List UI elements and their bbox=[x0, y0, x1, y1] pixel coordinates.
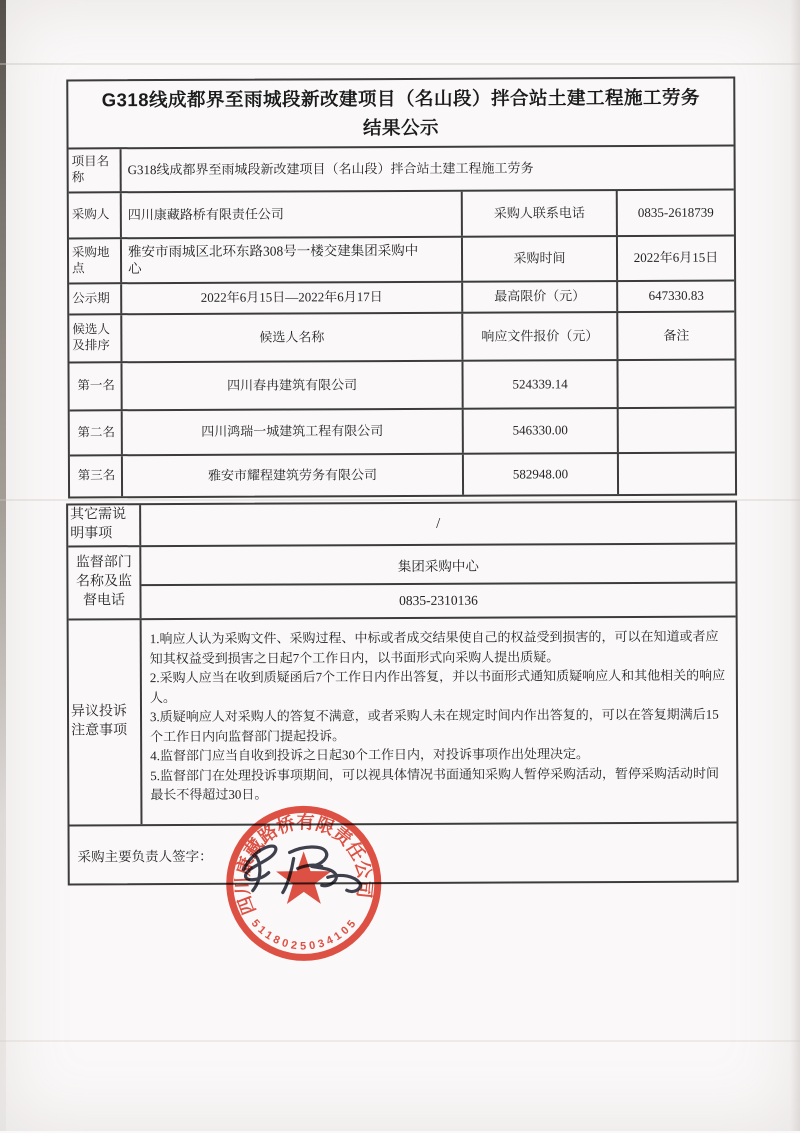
candidate-1-name: 四川春冉建筑有限公司 bbox=[120, 362, 461, 409]
table-row-purchaser bbox=[69, 189, 734, 238]
table-row-candidate-1 bbox=[69, 359, 734, 410]
max-price-label: 最高限价（元） bbox=[461, 282, 616, 312]
purchase-time-value: 2022年6月15日 bbox=[616, 237, 734, 281]
supervision-dept-value: 集团采购中心 bbox=[141, 545, 735, 587]
other-notes-label: 其它需说明事项 bbox=[70, 507, 127, 542]
objection-text bbox=[140, 618, 737, 825]
candidate-3-name: 雅安市耀程建筑劳务有限公司 bbox=[121, 455, 462, 496]
publicity-period-value: 2022年6月15日—2022年6月17日 bbox=[120, 283, 461, 313]
announcement-table bbox=[66, 77, 737, 499]
project-name-label: 项目名称 bbox=[71, 154, 110, 185]
table-row-title bbox=[68, 79, 733, 148]
purchaser-phone-label: 采购人联系电话 bbox=[461, 191, 616, 236]
other-notes-value: / bbox=[139, 503, 735, 546]
table-row-objection bbox=[69, 616, 737, 825]
table-row-candidate-2 bbox=[70, 407, 735, 455]
candidate-1-price: 524339.14 bbox=[461, 361, 616, 408]
seal-company-text: 四川康藏路桥有限责任公司 bbox=[232, 812, 376, 918]
supervision-values bbox=[139, 545, 735, 619]
candidate-name-header: 候选人名称 bbox=[120, 314, 461, 361]
candidate-2-rank: 第二名 bbox=[77, 424, 116, 440]
purchase-time-label: 采购时间 bbox=[461, 237, 616, 281]
table-row-project-name bbox=[69, 145, 734, 192]
document-title-line1: G318线成都界至雨城段新改建项目（名山段）拌合站土建工程施工劳务 bbox=[101, 86, 701, 111]
table-row-publicity-period bbox=[69, 280, 734, 314]
purchaser-phone-value: 0835-2618739 bbox=[616, 191, 734, 236]
notes-table bbox=[66, 501, 739, 886]
signature-label: 采购主要负责人签字： bbox=[77, 848, 213, 864]
table-row-signature bbox=[69, 822, 736, 884]
candidate-3-rank: 第三名 bbox=[77, 468, 116, 483]
candidate-rank-header: 候选人及排序 bbox=[72, 322, 110, 353]
objection-item-1: 1.响应人认为采购文件、采购过程、中标或者成交结果使自己的权益受到损害的，可以在知道或者应知其权益受到损害之日起7个工作日内，以书面形式向采购人提出质疑。 bbox=[149, 628, 719, 666]
candidate-2-remark bbox=[617, 409, 735, 453]
candidate-remark-header: 备注 bbox=[616, 313, 734, 360]
max-price-value: 647330.83 bbox=[616, 282, 734, 312]
table-row-other-notes bbox=[68, 503, 735, 546]
supervision-phone-value: 0835-2310136 bbox=[399, 592, 478, 609]
candidate-2-price: 546330.00 bbox=[462, 409, 617, 453]
candidate-3-price: 582948.00 bbox=[462, 454, 617, 495]
seal-serial-text: 5118025034105 bbox=[248, 915, 361, 953]
table-row-candidate-3 bbox=[70, 452, 735, 497]
table-row-candidate-header bbox=[69, 311, 734, 362]
candidate-1-remark bbox=[616, 361, 734, 408]
document-title-cell bbox=[68, 79, 733, 148]
location-label: 采购地点 bbox=[71, 245, 110, 275]
candidate-3-remark bbox=[617, 454, 735, 495]
candidate-price-header: 响应文件报价（元） bbox=[461, 313, 616, 360]
signature-scribble bbox=[237, 833, 377, 904]
table-row-supervision bbox=[68, 543, 735, 619]
location-value: 雅安市雨城区北环东路308号一楼交建集团采购中心 bbox=[120, 238, 461, 282]
candidate-1-rank: 第一名 bbox=[77, 378, 115, 393]
table-row-location bbox=[69, 235, 734, 283]
purchaser-label: 采购人 bbox=[71, 207, 110, 222]
objection-item-4: 4.监督部门应当自收到投诉之日起30个工作日内，对投诉事项作出处理决定。 bbox=[150, 746, 589, 764]
publicity-period-label: 公示期 bbox=[72, 290, 110, 306]
objection-label: 异议投诉注意事项 bbox=[70, 704, 128, 739]
supervision-label: 监督部门名称及监督电话 bbox=[75, 555, 132, 609]
objection-item-2: 2.采购人应当在收到质疑函后7个工作日内作出答复，并以书面形式通知质疑响应人和其他相关的响应人。 bbox=[149, 667, 726, 705]
purchaser-value: 四川康藏路桥有限责任公司 bbox=[120, 192, 461, 237]
objection-item-5: 5.监督部门在处理投诉事项期间，可以视具体情况书面通知采购人暂停采购活动，暂停采购活动时间最长不得超过30日。 bbox=[150, 765, 720, 803]
project-name-value: G318线成都界至雨城段新改建项目（名山段）拌合站土建工程施工劳务 bbox=[120, 147, 734, 192]
objection-item-3: 3.质疑响应人对采购人的答复不满意，或者采购人未在规定时间内作出答复的，可以在答复期满后15个工作日内向监督部门提起投诉。 bbox=[149, 706, 719, 744]
candidate-2-name: 四川鸿瑞一城建筑工程有限公司 bbox=[121, 410, 462, 454]
document-title-line2: 结果公示 bbox=[362, 116, 440, 139]
